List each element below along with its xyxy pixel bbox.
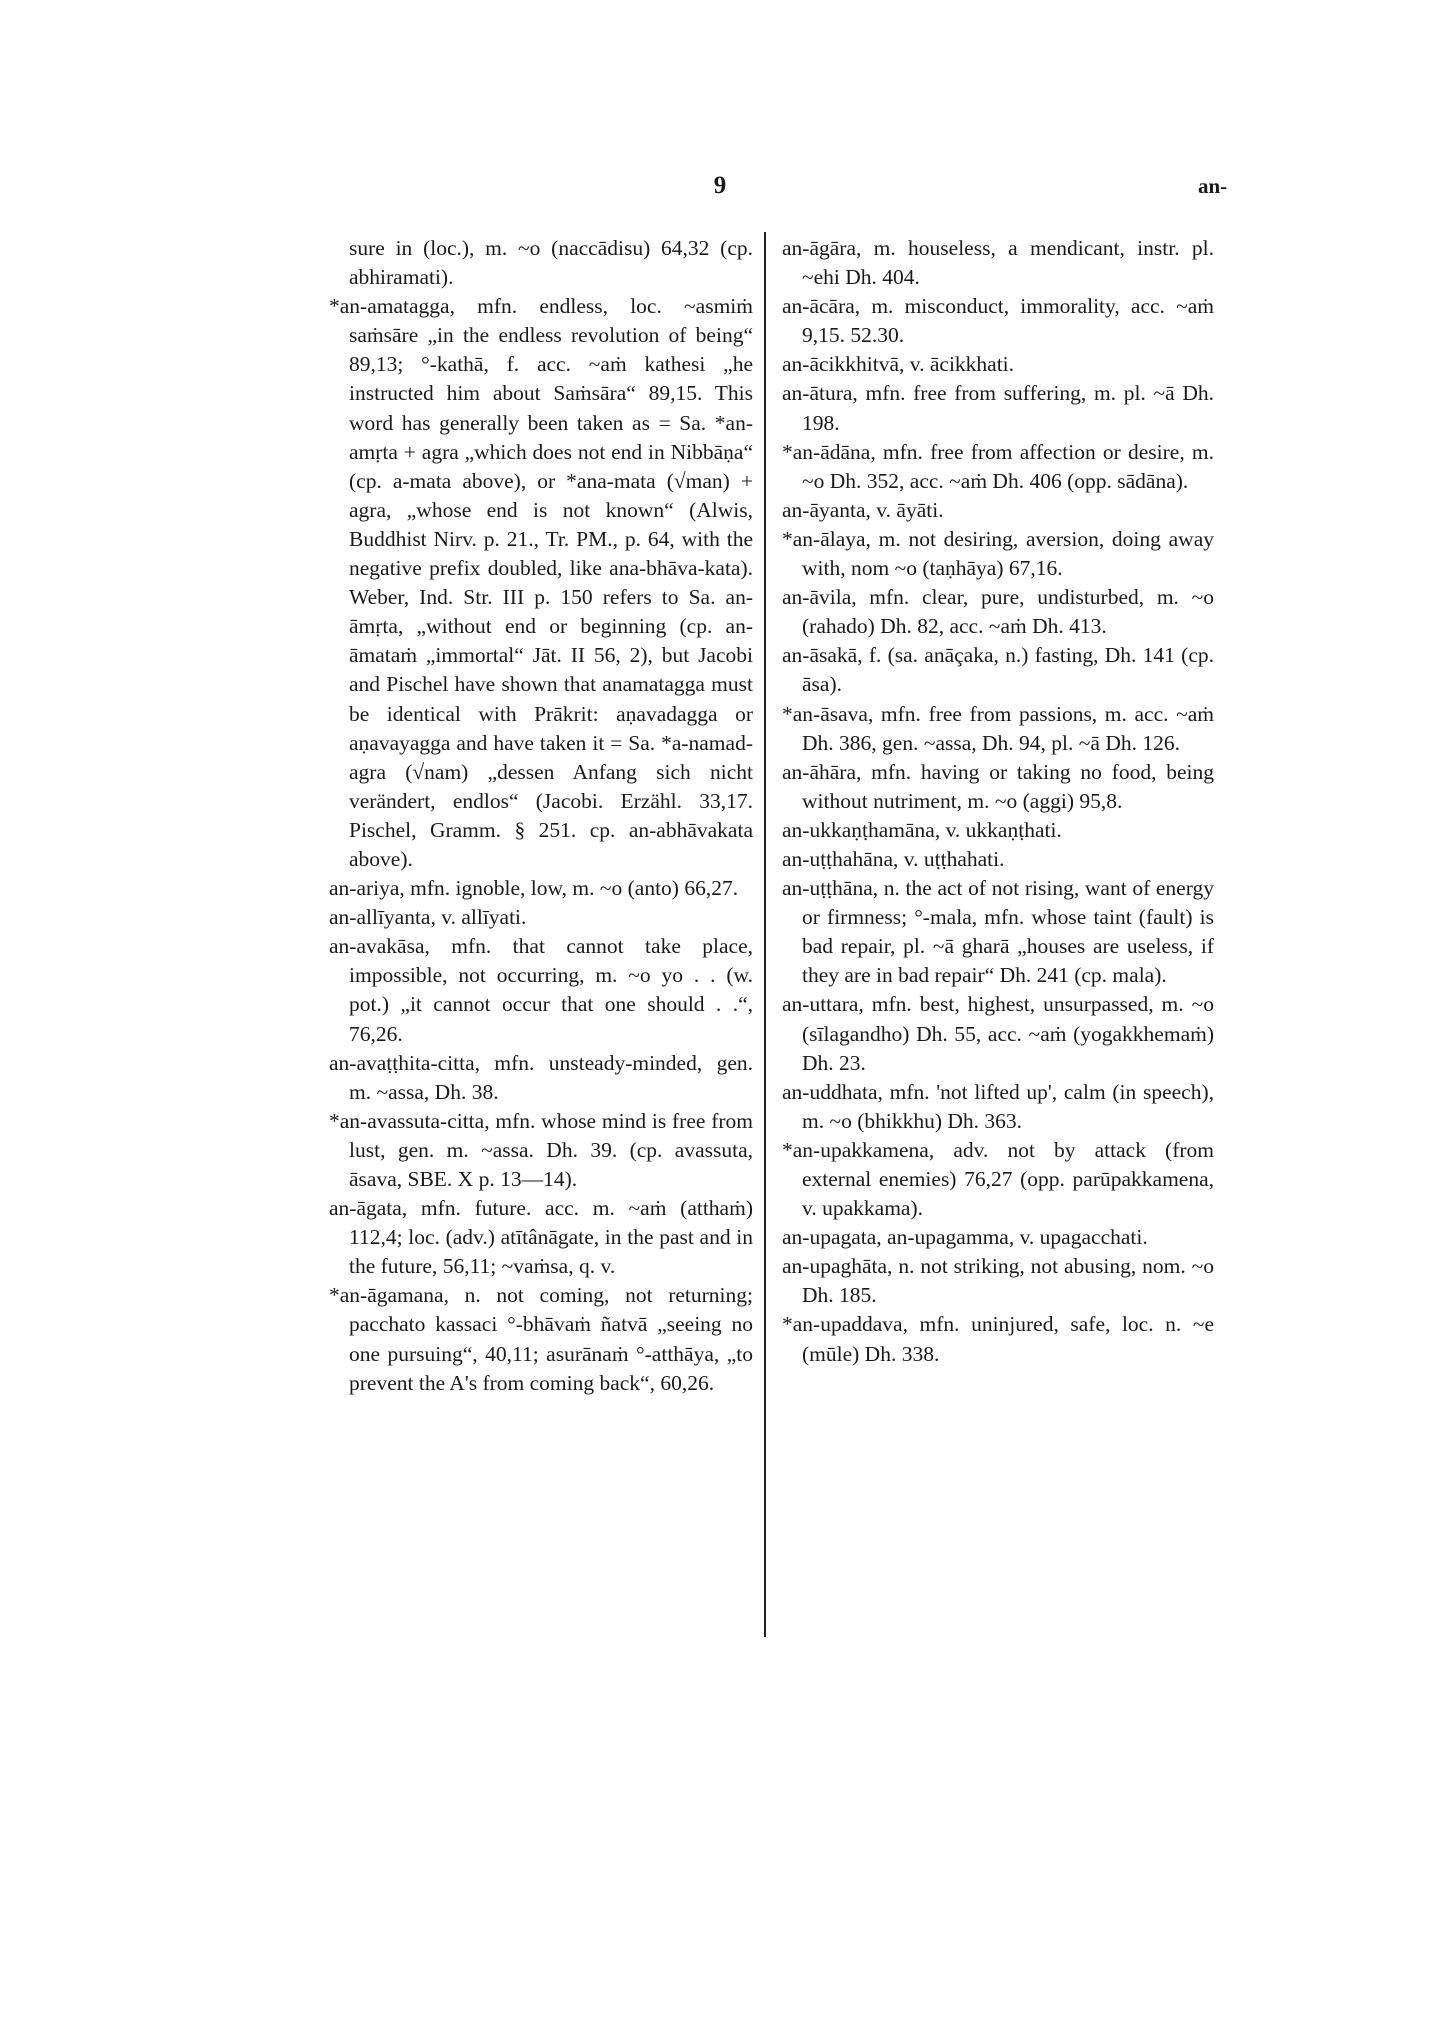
dictionary-entry: *an-āgamana, n. not coming, not returning; pacchato kassaci °-bhāvaṁ ñatvā „seeing no one pursuing“, 40,11; asurānaṁ °-atthāya, „to prevent the A's from coming back“, 60,26. (329, 1283, 753, 1395)
dictionary-entry: an-uddhata, mfn. 'not lifted up', calm (in speech), m. ~o (bhikkhu) Dh. 363. (782, 1079, 1214, 1133)
dictionary-entry: an-upaghāta, n. not striking, not abusing, nom. ~o Dh. 185. (782, 1254, 1214, 1308)
dictionary-entry: an-ātura, mfn. free from suffering, m. pl. ~ā Dh. 198. (782, 381, 1214, 435)
dictionary-entry: sure in (loc.), m. ~o (naccādisu) 64,32 (cp. abhiramati). (349, 236, 753, 290)
left-column (329, 234, 753, 1398)
dictionary-entry: *an-ādāna, mfn. free from affection or desire, m. ~o Dh. 352, acc. ~aṁ Dh. 406 (opp. sādāna). (782, 439, 1214, 493)
dictionary-entry: an-avaṭṭhita-citta, mfn. unsteady-minded, gen. m. ~assa, Dh. 38. (329, 1050, 753, 1104)
dictionary-entry: an-uṭṭhahāna, v. uṭṭhahati. (782, 846, 1005, 871)
dictionary-entry: *an-āsava, mfn. free from passions, m. acc. ~aṁ Dh. 386, gen. ~assa, Dh. 94, pl. ~ā Dh. 126. (782, 701, 1214, 755)
dictionary-entry: an-upagata, an-upagamma, v. upagacchati. (782, 1225, 1148, 1250)
dictionary-entry: an-avakāsa, mfn. that cannot take place, impossible, not occurring, m. ~o yo . . (w. pot.) „it cannot occur that one should . .“, 76,26. (329, 934, 753, 1046)
page-number: 9 (713, 172, 727, 199)
dictionary-entry: an-ukkaṇṭhamāna, v. ukkaṇṭhati. (782, 817, 1062, 842)
dictionary-entry: *an-upaddava, mfn. uninjured, safe, loc. n. ~e (mūle) Dh. 338. (782, 1312, 1214, 1366)
dictionary-entry: *an-avassuta-citta, mfn. whose mind is free from lust, gen. m. ~assa. Dh. 39. (cp. avassuta, āsava, SBE. X p. 13—14). (329, 1108, 753, 1191)
running-head: an- (1198, 174, 1228, 198)
dictionary-entry: an-ācāra, m. misconduct, immorality, acc. ~aṁ 9,15. 52.30. (782, 294, 1214, 348)
dictionary-entry: an-allīyanta, v. allīyati. (329, 905, 527, 930)
column-divider (764, 232, 766, 1637)
dictionary-entry: an-uttara, mfn. best, highest, unsurpassed, m. ~o (sīlagandho) Dh. 55, acc. ~aṁ (yogakkhemaṁ) Dh. 23. (782, 992, 1214, 1075)
dictionary-entry: *an-upakkamena, adv. not by attack (from external enemies) 76,27 (opp. parūpakkamena, v. upakkama). (782, 1137, 1214, 1221)
dictionary-entry: an-āyanta, v. āyāti. (782, 497, 944, 522)
dictionary-entry: an-āhāra, mfn. having or taking no food, being without nutriment, m. ~o (aggi) 95,8. (782, 759, 1214, 813)
dictionary-entry: an-ācikkhitvā, v. ācikkhati. (782, 352, 1015, 377)
dictionary-entry: an-uṭṭhāna, n. the act of not rising, want of energy or firmness; °-mala, mfn. whose taint (fault) is bad repair, pl. ~ā gharā „houses are useless, if they are in bad repair“ Dh. 241 (cp. mala). (782, 876, 1214, 988)
dictionary-entry: an-āgata, mfn. future. acc. m. ~aṁ (atthaṁ) 112,4; loc. (adv.) atītânāgate, in the past and in the future, 56,11; ~vaṁsa, q. v. (329, 1196, 753, 1279)
right-column (782, 234, 1214, 1369)
dictionary-entry: an-āgāra, m. houseless, a mendicant, instr. pl. ~ehi Dh. 404. (782, 236, 1214, 290)
dictionary-entry: *an-ālaya, m. not desiring, aversion, doing away with, nom ~o (taṇhāya) 67,16. (782, 526, 1214, 581)
dictionary-entry: an-āsakā, f. (sa. anāçaka, n.) fasting, Dh. 141 (cp. āsa). (782, 643, 1214, 697)
dictionary-entry: an-ariya, mfn. ignoble, low, m. ~o (anto) 66,27. (329, 876, 739, 901)
dictionary-entry: *an-amatagga, mfn. endless, loc. ~asmiṁ saṁsāre „in the endless revolution of being“ 89,13; °-kathā, f. acc. ~aṁ kathesi „he instructed him about Saṁsāra“ 89,15. This word has generally been taken as = Sa. *an-amṛta + agra „which does not end in Nibbāṇa“ (cp. a-mata above), or *ana-mata (√man) + agra, „whose end is not known“ (Alwis, Buddhist Nirv. p. 21., Tr. PM., p. 64, with the negative prefix doubled, like ana-bhāva-kata). Weber, Ind. Str. III p. 150 refers to Sa. an-āmṛta, „without end or beginning (cp. an-āmataṁ „immortal“ Jāt. II 56, 2), but Jacobi and Pischel have shown that anamatagga must be identical with Prākrit: aṇavadagga or aṇavayagga and have taken it = Sa. *a-namad-agra (√nam) „dessen Anfang sich nicht verändert, endlos“ (Jacobi. Erzähl. 33,17. Pischel, Gramm. § 251. cp. an-abhāvakata above). (329, 294, 753, 871)
dictionary-entry: an-āvila, mfn. clear, pure, undisturbed, m. ~o (rahado) Dh. 82, acc. ~aṁ Dh. 413. (782, 585, 1214, 639)
